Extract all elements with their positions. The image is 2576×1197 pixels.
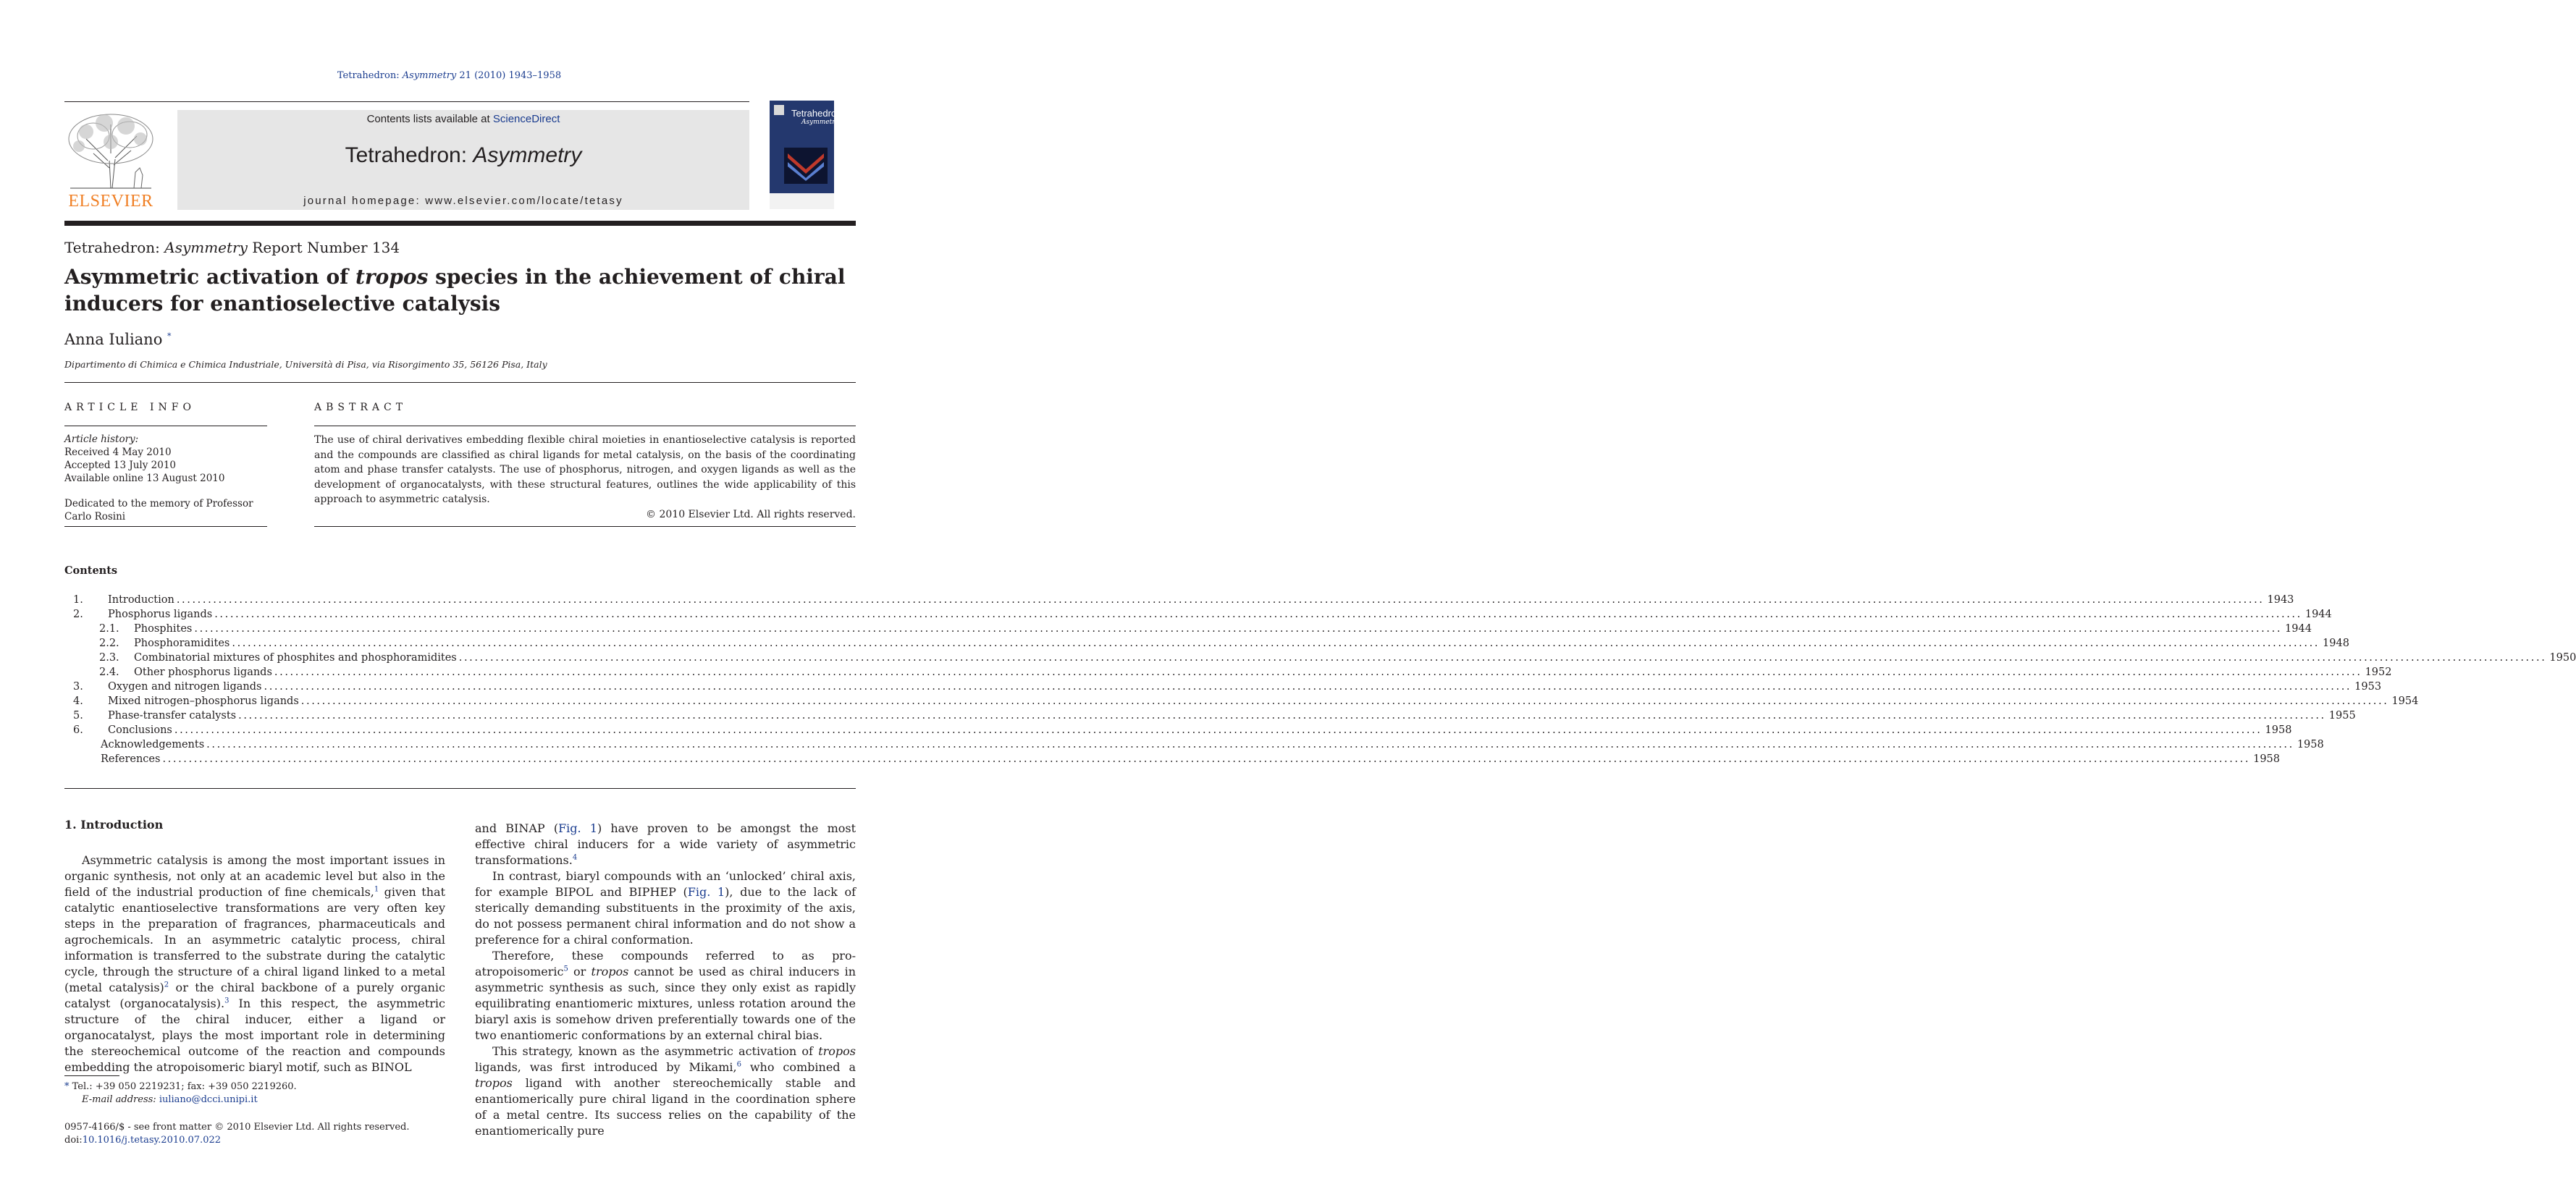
affiliation: Dipartimento di Chimica e Chimica Industriale, Università di Pisa, via Risorgimento 35, 56126 Pisa, Italy [64, 359, 547, 370]
toc-item[interactable] [64, 709, 2356, 723]
toc-indent [64, 737, 101, 752]
footnote-mark: * [64, 1081, 70, 1092]
journal-name-regular: Tetrahedron: [345, 143, 473, 167]
toc-item[interactable] [64, 607, 2332, 622]
reference-link[interactable]: 5 [563, 965, 568, 973]
cover-title: Tetrahedron: [791, 108, 844, 119]
toc-page-number: 1958 [2253, 753, 2281, 765]
toc-page-number: 1948 [2323, 638, 2349, 649]
toc-leader-dots: ................................................................................................................................................................................................................................................................................................................................................................................................................ [232, 638, 2320, 649]
toc-indent [64, 593, 73, 607]
reference-link[interactable]: 6 [736, 1060, 741, 1069]
toc-label: Other phosphorus ligands [134, 667, 272, 678]
toc-item[interactable] [64, 636, 2349, 651]
received-date: Received 4 May 2010 [64, 447, 172, 458]
journal-name-italic: Asymmetry [473, 143, 582, 167]
toc-page-number: 1958 [2297, 739, 2324, 750]
toc-number: 6. [73, 724, 83, 736]
header-top-rule [64, 101, 749, 102]
online-date: Available online 13 August 2010 [64, 473, 225, 484]
accepted-date: Accepted 13 July 2010 [64, 460, 177, 471]
toc-indent [64, 723, 73, 737]
toc-number: 2.4. [99, 667, 119, 678]
intro-text: ) have proven to be amongst the most effective chiral inducers for a wide variety of asymmetric transformations. [475, 821, 856, 867]
toc-leader-dots: ................................................................................................................................................................................................................................................................................................................................................................................................................ [206, 739, 2294, 750]
toc-page-number: 1944 [2285, 623, 2312, 635]
abstract [314, 433, 856, 522]
report-italic: Asymmetry [164, 239, 248, 256]
author [64, 331, 172, 348]
toc-indent [64, 665, 99, 680]
corresponding-author-mark[interactable]: * [167, 331, 172, 341]
toc-indent [64, 607, 73, 622]
contents-bottom-rule [64, 788, 856, 789]
dedication: Dedicated to the memory of Professor Carlo Rosini [64, 498, 253, 523]
toc-number: 1. [73, 594, 83, 606]
intro-paragraph-3 [475, 868, 856, 948]
intro-text: ligand with another stereochemically stable and enantiomerically pure chiral ligand in the coordination sphere of a metal centre. Its success relies on the capability of the enantiomerically pure [475, 1076, 856, 1138]
right-column [475, 821, 856, 1139]
left-column [64, 853, 445, 1075]
reference-link[interactable]: 2 [164, 981, 169, 989]
toc-label: Phosphorus ligands [108, 609, 213, 620]
abstract-bottom-rule [314, 526, 856, 527]
contents-title: Contents [64, 564, 118, 577]
toc-item[interactable] [64, 737, 2324, 752]
toc-item[interactable] [64, 694, 2419, 709]
cover-subtitle: Asymmetry [801, 119, 839, 126]
toc-page-number: 1943 [2267, 594, 2294, 606]
toc-leader-dots: ................................................................................................................................................................................................................................................................................................................................................................................................................ [162, 753, 2251, 765]
toc-label: Phosphoramidites [134, 638, 230, 649]
elsevier-wordmark: ELSEVIER [68, 192, 153, 211]
article-title [64, 263, 861, 317]
intro-text: Therefore, these compounds referred to as pro-atropoisomeric [475, 949, 856, 978]
title-part1: Asymmetric activation of [64, 265, 355, 289]
doi-link[interactable]: 10.1016/j.tetasy.2010.07.022 [82, 1135, 222, 1146]
toc-number: 2.3. [99, 652, 119, 664]
toc-page-number: 1952 [2365, 667, 2392, 678]
email-link[interactable]: iuliano@dcci.unipi.it [159, 1094, 258, 1105]
toc-label: Mixed nitrogen–phosphorus ligands [108, 695, 299, 707]
toc-label: Acknowledgements [101, 739, 205, 750]
journal-name [177, 143, 749, 168]
toc-item[interactable] [64, 622, 2312, 636]
intro-text: or the chiral backbone of a purely organic catalyst (organocatalysis). [64, 981, 445, 1010]
toc-indent [64, 680, 73, 694]
abstract-heading: ABSTRACT [314, 402, 408, 413]
intro-text: given that catalytic enantioselective transformations are very often key steps in the preparation of fragrances, pharmaceuticals and agrochemicals. In an asymmetric catalytic process, chiral information is transferred to the substrate during the catalytic cycle, through the structure of a chiral ligand linked to a metal (metal catalysis) [64, 885, 445, 994]
issn-line: 0957-4166/$ - see front matter © 2010 Elsevier Ltd. All rights reserved. [64, 1122, 410, 1133]
intro-paragraph-1 [64, 853, 445, 1075]
footnote-rule [64, 1075, 119, 1076]
toc-page-number: 1954 [2391, 695, 2419, 707]
toc-item[interactable] [64, 752, 2281, 766]
toc-indent [64, 636, 99, 651]
toc-label: Conclusions [108, 724, 172, 736]
footnote-tel: Tel.: +39 050 2219231; fax: +39 050 2219260. [69, 1081, 297, 1092]
reference-link[interactable]: 1 [374, 885, 379, 894]
article-info-bottom-rule [64, 526, 267, 527]
toc-indent [64, 694, 73, 709]
toc-page-number: 1953 [2354, 681, 2382, 693]
toc-number: 3. [73, 681, 83, 693]
toc-indent [64, 752, 101, 766]
toc-leader-dots: ................................................................................................................................................................................................................................................................................................................................................................................................................ [174, 724, 2263, 736]
contents-available-line [177, 113, 749, 125]
toc-indent [64, 709, 73, 723]
elsevier-logo [64, 110, 157, 211]
intro-paragraph-5 [475, 1044, 856, 1139]
toc-page-number: 1950 [2549, 652, 2576, 664]
toc-leader-dots: ................................................................................................................................................................................................................................................................................................................................................................................................................ [300, 695, 2389, 707]
toc-number: 5. [73, 710, 83, 722]
intro-paragraph-2 [475, 821, 856, 868]
author-name: Anna Iuliano [64, 331, 163, 348]
toc-label: References [101, 753, 161, 765]
figure-link[interactable]: Fig. 1 [687, 885, 725, 899]
report-prefix: Tetrahedron: [64, 239, 165, 256]
sciencedirect-link[interactable]: ScienceDirect [492, 113, 560, 125]
toc-item[interactable] [64, 723, 2292, 737]
citation-prefix: Tetrahedron: [337, 70, 403, 81]
report-number [64, 239, 400, 256]
section-heading-introduction: 1. Introduction [64, 818, 164, 832]
article-info-heading: ARTICLE INFO [64, 402, 195, 413]
intro-text: Asymmetric catalysis is among the most important issues in organic synthesis, not only at an academic level but also in the field of the industrial production of fine chemicals, [64, 853, 445, 899]
toc-leader-dots: ................................................................................................................................................................................................................................................................................................................................................................................................................ [176, 594, 2265, 606]
intro-text: ligands, was first introduced by Mikami, [475, 1060, 737, 1074]
cover-artwork-icon [784, 148, 828, 184]
toc-item[interactable] [64, 680, 2382, 694]
toc-item[interactable] [64, 665, 2392, 680]
journal-homepage[interactable]: journal homepage: www.elsevier.com/locate/tetasy [303, 195, 623, 207]
intro-text: This strategy, known as the asymmetric activation of [492, 1044, 819, 1058]
toc-leader-dots: ................................................................................................................................................................................................................................................................................................................................................................................................................ [238, 710, 2326, 722]
intro-text: or [568, 965, 592, 978]
email-label: E-mail address: [82, 1094, 159, 1105]
tropos-term: tropos [818, 1044, 856, 1058]
journal-header [177, 110, 749, 210]
reference-link[interactable]: 4 [572, 853, 578, 862]
toc-leader-dots: ................................................................................................................................................................................................................................................................................................................................................................................................................ [274, 667, 2362, 678]
figure-link[interactable]: Fig. 1 [558, 821, 597, 835]
intro-text: cannot be used as chiral inducers in asymmetric synthesis as such, since they only exist as rapidly equilibrating enantiomeric mixtures, unless rotation around the biaryl axis is somehow driven preferentially towards one of the two enantiomeric conformations by an external chiral bias. [475, 965, 856, 1042]
doi-label: doi: [64, 1135, 83, 1146]
article-history-label: Article history: [64, 433, 139, 445]
tree-icon [64, 110, 157, 191]
intro-text: In contrast, biaryl compounds with an ‘unlocked’ chiral axis, for example BIPOL and BIPHEP ( [475, 869, 856, 899]
intro-text: ), due to the lack of sterically demanding substituents in the proximity of the axis, do not possess permanent chiral information and do not show a preference for a chiral conformation. [475, 885, 856, 947]
intro-text: In this respect, the asymmetric structure of the chiral inducer, either a ligand or organocatalyst, plays the most important role in determining the stereochemical outcome of the reaction and compounds embedding the atropoisomeric biaryl motif, such as BINOL [64, 997, 445, 1074]
citation-italic: Asymmetry [402, 70, 457, 81]
footnote [64, 1080, 297, 1107]
journal-cover-thumbnail[interactable] [770, 101, 844, 209]
toc-number: 2.2. [99, 638, 119, 649]
toc-number: 2. [73, 609, 83, 620]
report-suffix: Report Number 134 [247, 239, 400, 256]
toc-leader-dots: ................................................................................................................................................................................................................................................................................................................................................................................................................ [194, 623, 2283, 635]
contents-available-text: Contents lists available at [366, 113, 493, 125]
tropos-term: tropos [591, 965, 629, 978]
article-info [64, 433, 267, 523]
toc-indent [64, 622, 99, 636]
toc-leader-dots: ................................................................................................................................................................................................................................................................................................................................................................................................................ [458, 652, 2547, 664]
tropos-term: tropos [475, 1076, 513, 1090]
toc-item[interactable] [64, 651, 2576, 665]
toc-leader-dots: ................................................................................................................................................................................................................................................................................................................................................................................................................ [264, 681, 2352, 693]
abstract-text: The use of chiral derivatives embedding flexible chiral moieties in enantioselective catalysis is reported and the compounds are classified as chiral ligands for metal catalysis, on the basis of the coordinating atom and phase transfer catalysts. The use of phosphorus, nitrogen, and oxygen ligands as well as the development of organocatalysts, with these structural features, outlines the wide applicability of this approach to asymmetric catalysis. [314, 434, 856, 505]
title-part2: species in the achievement of chiral inducers for enantioselective catalysis [64, 265, 846, 316]
intro-paragraph-4 [475, 948, 856, 1044]
reference-link[interactable]: 3 [224, 997, 230, 1005]
toc-label: Introduction [108, 594, 174, 606]
toc-page-number: 1958 [2265, 724, 2292, 736]
toc-leader-dots: ................................................................................................................................................................................................................................................................................................................................................................................................................ [214, 609, 2302, 620]
journal-citation[interactable] [0, 70, 898, 81]
toc-indent [64, 651, 99, 665]
toc-label: Oxygen and nitrogen ligands [108, 681, 262, 693]
toc-label: Phosphites [134, 623, 193, 635]
cover-footer [770, 193, 834, 209]
toc-label: Phase-transfer catalysts [108, 710, 237, 722]
toc-label: Combinatorial mixtures of phosphites and phosphoramidites [134, 652, 457, 664]
cover-logo-icon [774, 105, 784, 115]
toc-number: 4. [73, 695, 83, 707]
intro-text: and BINAP ( [475, 821, 559, 835]
page-footer [64, 1121, 409, 1147]
abstract-copyright: © 2010 Elsevier Ltd. All rights reserved. [646, 508, 856, 520]
affiliation-rule [64, 382, 856, 383]
citation-suffix: 21 (2010) 1943–1958 [456, 70, 562, 81]
title-italic: tropos [355, 265, 429, 289]
toc-item[interactable] [64, 593, 2294, 607]
intro-text: who combined a [741, 1060, 856, 1074]
table-of-contents [64, 593, 2576, 766]
toc-page-number: 1944 [2304, 609, 2332, 620]
toc-page-number: 1955 [2328, 710, 2356, 722]
toc-number: 2.1. [99, 623, 119, 635]
header-thick-rule [64, 221, 856, 226]
